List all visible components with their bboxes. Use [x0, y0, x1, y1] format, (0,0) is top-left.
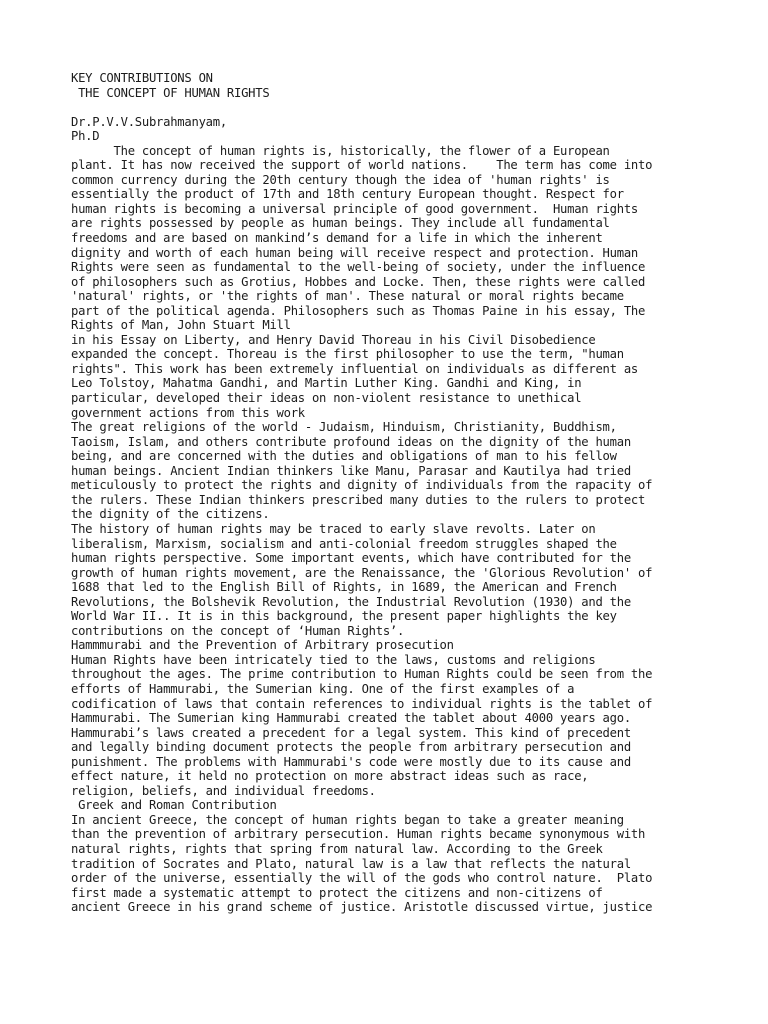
text-line: and legally binding document protects the people from arbitrary persecution and	[71, 740, 631, 755]
text-line: efforts of Hammurabi, the Sumerian king. One of the first examples of a	[71, 681, 575, 696]
text-line: expanded the concept. Thoreau is the first philosopher to use the term, "human	[71, 347, 624, 362]
text-line: 1688 that led to the English Bill of Rights, in 1689, the American and French	[71, 580, 617, 595]
text-line: throughout the ages. The prime contribution to Human Rights could be seen from the	[71, 667, 653, 682]
text-line: in his Essay on Liberty, and Henry David Thoreau in his Civil Disobedience	[71, 332, 596, 347]
document-title-line-1: KEY CONTRIBUTIONS ON	[71, 71, 213, 85]
text-line: contributions on the concept of ‘Human Rights’.	[71, 623, 405, 638]
text-line: plant. It has now received the support of world nations. The term has come into	[71, 158, 653, 173]
text-line: Hammurabi. The Sumerian king Hammurabi created the tablet about 4000 years ago.	[71, 711, 631, 726]
text-line: the dignity of the citizens.	[71, 507, 270, 522]
document-page	[71, 71, 751, 915]
text-line: 'natural' rights, or 'the rights of man'. These natural or moral rights became	[71, 289, 624, 304]
text-line: The history of human rights may be traced to early slave revolts. Later on	[71, 521, 596, 536]
text-line: than the prevention of arbitrary persecution. Human rights became synonymous with	[71, 827, 646, 842]
text-line: human rights is becoming a universal principle of good government. Human rights	[71, 201, 638, 216]
text-line: codification of laws that contain references to individual rights is the tablet of	[71, 696, 653, 711]
text-line: Rights were seen as fundamental to the well-being of society, under the influence	[71, 260, 646, 275]
text-line: liberalism, Marxism, socialism and anti-colonial freedom struggles shaped the	[71, 536, 617, 551]
text-line: ancient Greece in his grand scheme of justice. Aristotle discussed virtue, justice	[71, 900, 653, 915]
text-line: of philosophers such as Grotius, Hobbes and Locke. Then, these rights were called	[71, 274, 646, 289]
text-line: effect nature, it held no protection on more abstract ideas such as race,	[71, 769, 589, 784]
text-line: essentially the product of 17th and 18th century European thought. Respect for	[71, 187, 624, 202]
text-line: common currency during the 20th century though the idea of 'human rights' is	[71, 172, 610, 187]
text-line: the rulers. These Indian thinkers prescribed many duties to the rulers to protect	[71, 492, 646, 507]
text-line: are rights possessed by people as human beings. They include all fundamental	[71, 216, 610, 231]
author-degree: Ph.D	[71, 129, 100, 144]
text-line: punishment. The problems with Hammurabi's code were mostly due to its cause and	[71, 754, 631, 769]
text-line: The concept of human rights is, historically, the flower of a European	[71, 143, 610, 158]
section-heading-greek-roman: Greek and Roman Contribution	[71, 798, 277, 813]
text-line: freedoms and are based on mankind’s demand for a life in which the inherent	[71, 231, 603, 246]
text-line: tradition of Socrates and Plato, natural law is a law that reflects the natural	[71, 856, 631, 871]
author-name: Dr.P.V.V.Subrahmanyam,	[71, 114, 227, 129]
text-line: first made a systematic attempt to protect the citizens and non-citizens of	[71, 885, 603, 900]
text-line: Revolutions, the Bolshevik Revolution, the Industrial Revolution (1930) and the	[71, 594, 631, 609]
text-line: meticulously to protect the rights and dignity of individuals from the rapacity of	[71, 478, 653, 493]
text-line: Hammurabi’s laws created a precedent for a legal system. This kind of precedent	[71, 725, 631, 740]
text-line: Taoism, Islam, and others contribute profound ideas on the dignity of the human	[71, 434, 631, 449]
text-line: Rights of Man, John Stuart Mill	[71, 318, 291, 333]
text-line: natural rights, rights that spring from natural law. According to the Greek	[71, 841, 603, 856]
document-title-line-2: THE CONCEPT OF HUMAN RIGHTS	[71, 85, 270, 100]
text-line	[71, 100, 751, 115]
text-line: rights". This work has been extremely influential on individuals as different as	[71, 361, 638, 376]
text-line: dignity and worth of each human being will receive respect and protection. Human	[71, 245, 638, 260]
text-line: government actions from this work	[71, 405, 305, 420]
text-line: particular, developed their ideas on non-violent resistance to unethical	[71, 391, 582, 406]
text-line: Human Rights have been intricately tied to the laws, customs and religions	[71, 652, 596, 667]
text-line: World War II.. It is in this background, the present paper highlights the key	[71, 609, 617, 624]
text-line: In ancient Greece, the concept of human rights began to take a greater meaning	[71, 812, 624, 827]
text-line: being, and are concerned with the duties and obligations of man to his fellow	[71, 449, 617, 464]
text-line: Leo Tolstoy, Mahatma Gandhi, and Martin Luther King. Gandhi and King, in	[71, 376, 582, 391]
text-line: human beings. Ancient Indian thinkers like Manu, Parasar and Kautilya had tried	[71, 463, 631, 478]
text-line: religion, beliefs, and individual freedoms.	[71, 783, 376, 798]
section-heading-hammurabi: Hammmurabi and the Prevention of Arbitrary prosecution	[71, 638, 454, 653]
text-line: The great religions of the world - Judaism, Hinduism, Christianity, Buddhism,	[71, 420, 617, 435]
text-line: order of the universe, essentially the will of the gods who control nature. Plato	[71, 871, 653, 886]
text-line: growth of human rights movement, are the Renaissance, the 'Glorious Revolution' of	[71, 565, 653, 580]
text-line: human rights perspective. Some important events, which have contributed for the	[71, 551, 631, 566]
text-line: part of the political agenda. Philosophers such as Thomas Paine in his essay, The	[71, 303, 646, 318]
